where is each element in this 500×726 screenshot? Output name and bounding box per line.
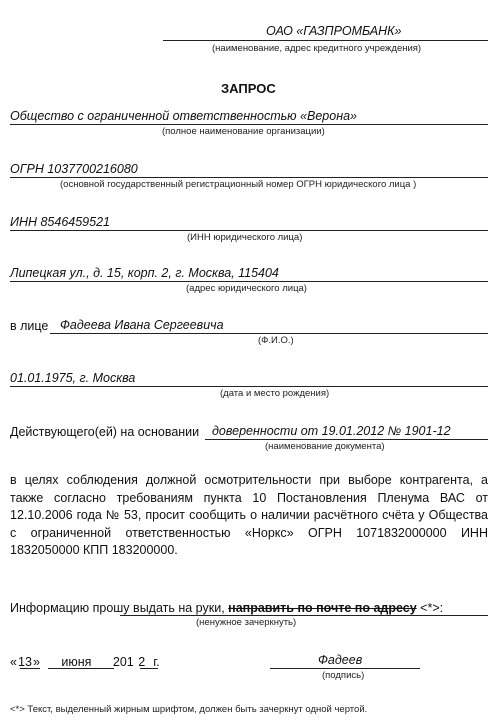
date-block xyxy=(10,655,160,669)
date-year-suffix: г. xyxy=(153,655,160,669)
org-hint: (полное наименование организации) xyxy=(162,126,325,137)
document-title: ЗАПРОС xyxy=(221,81,276,96)
ogrn-hint: (основной государственный регистрационный номер ОГРН юридического лица ) xyxy=(60,179,417,190)
delivery-separator: , xyxy=(221,601,225,615)
org-name: Общество с ограниченной ответственностью «Верона» xyxy=(10,109,357,123)
person-hint: (Ф.И.О.) xyxy=(258,335,294,346)
address-underline xyxy=(10,281,488,282)
date-year-underline xyxy=(140,668,158,669)
date-year-prefix: 201 xyxy=(112,655,134,669)
bank-hint: (наименование, адрес кредитного учреждения) xyxy=(212,43,422,54)
basis-hint: (наименование документа) xyxy=(265,441,385,452)
basis-label: Действующего(ей) на основании xyxy=(10,425,200,439)
birth-hint: (дата и место рождения) xyxy=(220,388,330,399)
footnote: <*> Текст, выделенный жирным шрифтом, должен быть зачеркнут одной чертой. xyxy=(10,704,368,715)
request-body-text: в целях соблюдения должной осмотрительности при выборе контрагента, а также согласно требованиям пункта 10 Постановления Пленума ВАС от 12.10.2006 года № 53, просит сообщить о наличии расчётного счёта у Общества с ограниченной ответственностью «Норкс» ОГРН 1071832000000 ИНН 1832050000 КПП 183200000. xyxy=(10,473,488,557)
person-label: в лице xyxy=(10,319,49,333)
signature-value: Фадеев xyxy=(318,653,363,667)
signature-underline xyxy=(270,668,420,669)
date-close-quote: » xyxy=(32,655,40,669)
birth-value: 01.01.1975, г. Москва xyxy=(10,371,136,385)
ogrn-value: ОГРН 1037700216080 xyxy=(10,162,138,176)
delivery-option-mail: направить по почте по адресу xyxy=(228,601,417,615)
address-hint: (адрес юридического лица) xyxy=(186,283,307,294)
date-day-underline xyxy=(20,668,40,669)
date-month-underline xyxy=(48,668,114,669)
date-month: июня xyxy=(61,655,92,669)
date-day: 13 xyxy=(18,655,32,669)
delivery-hint: (ненужное зачеркнуть) xyxy=(196,617,297,628)
org-underline xyxy=(10,124,488,125)
birth-underline xyxy=(10,386,488,387)
signature-hint: (подпись) xyxy=(322,670,365,681)
bank-underline xyxy=(163,40,488,41)
inn-underline xyxy=(10,230,488,231)
basis-value: доверенности от 19.01.2012 № 1901-12 xyxy=(212,424,451,438)
bank-name: ОАО «ГАЗПРОМБАНК» xyxy=(266,24,402,38)
date-open-quote: « xyxy=(10,655,17,669)
ogrn-underline xyxy=(10,177,488,178)
delivery-prefix: Информацию прошу xyxy=(10,601,130,615)
inn-hint: (ИНН юридического лица) xyxy=(187,232,303,243)
delivery-line xyxy=(10,601,443,615)
date-year-digit: 2 xyxy=(138,655,146,669)
basis-underline xyxy=(205,439,488,440)
delivery-underline xyxy=(120,615,488,616)
person-name: Фадеева Ивана Сергеевича xyxy=(60,318,224,332)
address-value: Липецкая ул., д. 15, корп. 2, г. Москва, 115404 xyxy=(10,266,279,280)
inn-value: ИНН 8546459521 xyxy=(10,215,110,229)
delivery-option-pickup: выдать на руки xyxy=(133,601,222,615)
person-underline xyxy=(50,333,488,334)
delivery-suffix: <*>: xyxy=(420,601,444,615)
